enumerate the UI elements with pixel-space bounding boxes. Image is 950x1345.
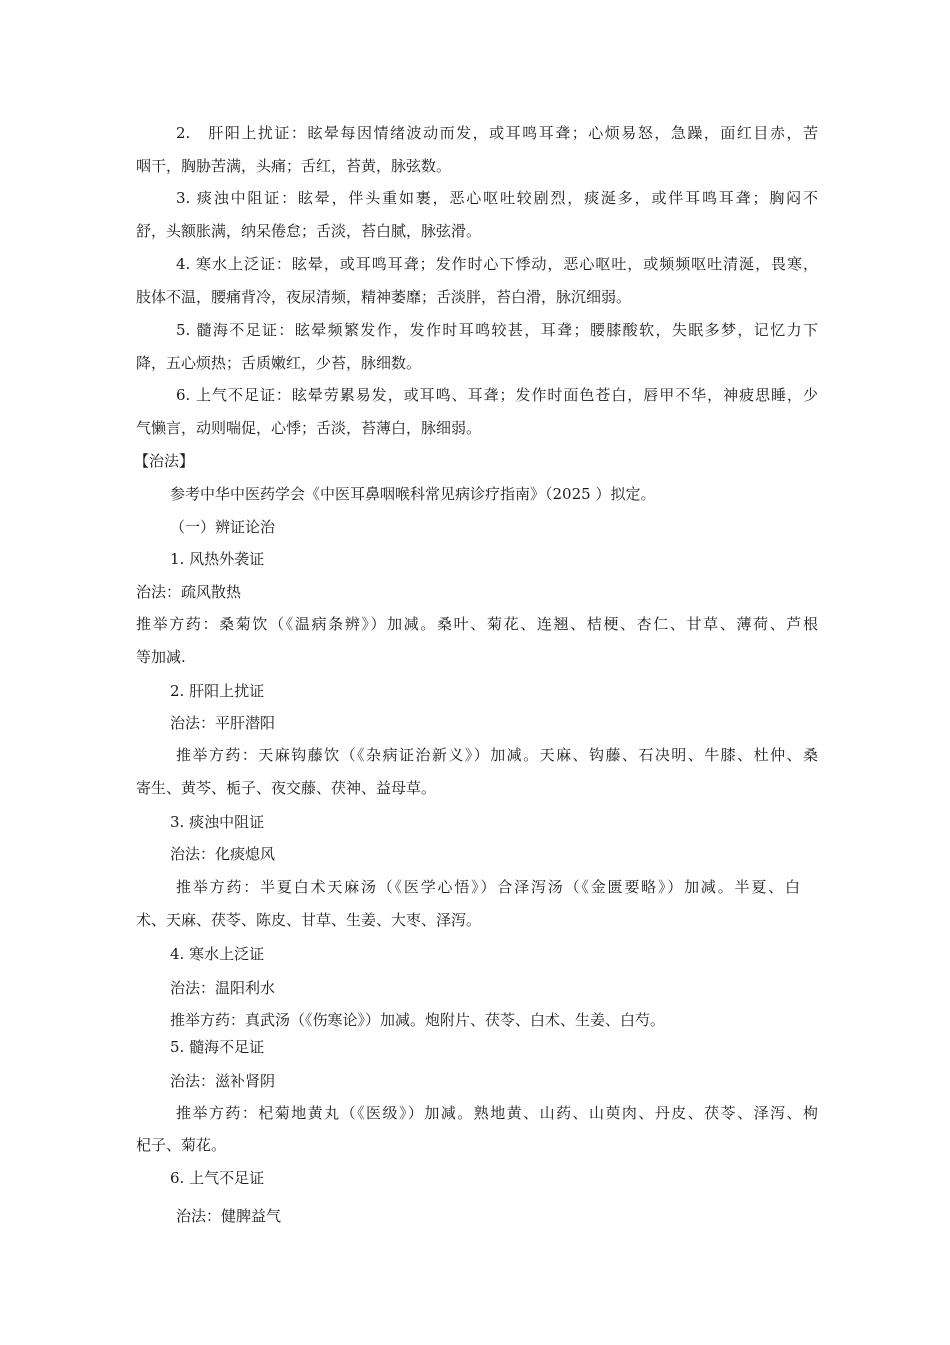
text-line: 等加减. — [136, 648, 186, 666]
text-line: 推举方药：杞菊地黄丸（《医级》）加减。熟地黄、山药、山萸肉、丹皮、茯苓、泽泻、枸 — [176, 1104, 818, 1122]
text-line: 治法：温阳利水 — [170, 979, 276, 997]
text-line: 术、天麻、茯苓、陈皮、甘草、生姜、大枣、泽泻。 — [136, 911, 482, 929]
text-line: 杞子、菊花。 — [136, 1136, 227, 1154]
text-line: 推举方药：桑菊饮（《温病条辨》）加减。桑叶、菊花、连翘、桔梗、杏仁、甘草、薄荷、芦根 — [136, 615, 818, 633]
item-heading: 6. 上气不足证 — [170, 1169, 265, 1187]
text-line: 治法：健脾益气 — [176, 1207, 282, 1225]
text-line: 治法：疏风散热 — [136, 583, 242, 601]
text-line: 6. 上气不足证：眩晕劳累易发，或耳鸣、耳聋；发作时面色苍白，唇甲不华，神疲思睡，少 — [176, 386, 818, 404]
text-line: 推举方药：天麻钩藤饮（《杂病证治新义》）加减。天麻、钩藤、石决明、牛膝、杜仲、桑 — [176, 746, 818, 764]
item-heading: 3. 痰浊中阻证 — [170, 813, 265, 831]
item-heading: 1. 风热外袭证 — [170, 550, 265, 568]
text-line: 治法：滋补肾阴 — [170, 1072, 276, 1090]
subsection-heading: （一）辨证论治 — [170, 518, 276, 536]
text-line: 舒，头额胀满，纳呆倦怠；舌淡，苔白腻，脉弦滑。 — [136, 222, 482, 240]
text-line: 降，五心烦热；舌质嫩红，少苔，脉细数。 — [136, 354, 422, 372]
text-line: 推举方药：半夏白术天麻汤（《医学心悟》）合泽泻汤（《金匮要略》）加减。半夏、白 — [176, 878, 800, 896]
text-line: 咽干，胸胁苦满，头痛；舌红，苔黄，脉弦数。 — [136, 157, 452, 175]
text-line: 2. 肝阳上扰证：眩晕每因情绪波动而发，或耳鸣耳聋；心烦易怒，急躁，面红目赤，苦 — [176, 124, 818, 142]
text-line: 治法：平肝潜阳 — [170, 714, 276, 732]
text-line: 推举方药：真武汤（《伤寒论》）加减。炮附片、茯苓、白术、生姜、白芍。 — [170, 1011, 666, 1029]
item-heading: 2. 肝阳上扰证 — [170, 682, 265, 700]
text-line: 参考中华中医药学会《中医耳鼻咽喉科常见病诊疗指南》（2025 ）拟定。 — [170, 485, 656, 503]
section-heading: 【治法】 — [134, 452, 195, 470]
item-heading: 4. 寒水上泛证 — [170, 945, 265, 963]
item-heading: 5. 髓海不足证 — [170, 1038, 265, 1056]
text-line: 寄生、黄芩、栀子、夜交藤、茯神、益母草。 — [136, 779, 437, 797]
text-line: 肢体不温，腰痛背冷，夜尿清频，精神萎靡；舌淡胖，苔白滑，脉沉细弱。 — [136, 288, 632, 306]
text-line: 气懒言，动则喘促，心悸；舌淡，苔薄白，脉细弱。 — [136, 419, 482, 437]
text-line: 治法：化痰熄风 — [170, 845, 276, 863]
text-line: 3. 痰浊中阻证：眩晕，伴头重如裹，恶心呕吐较剧烈，痰涎多，或伴耳鸣耳聋；胸闷不 — [176, 189, 818, 207]
text-line: 4. 寒水上泛证：眩晕，或耳鸣耳聋；发作时心下悸动，恶心呕吐，或频频呕吐清涎，畏寒， — [176, 255, 818, 273]
text-line: 5. 髓海不足证：眩晕频繁发作，发作时耳鸣较甚，耳聋；腰膝酸软，失眠多梦，记忆力下 — [176, 321, 818, 339]
